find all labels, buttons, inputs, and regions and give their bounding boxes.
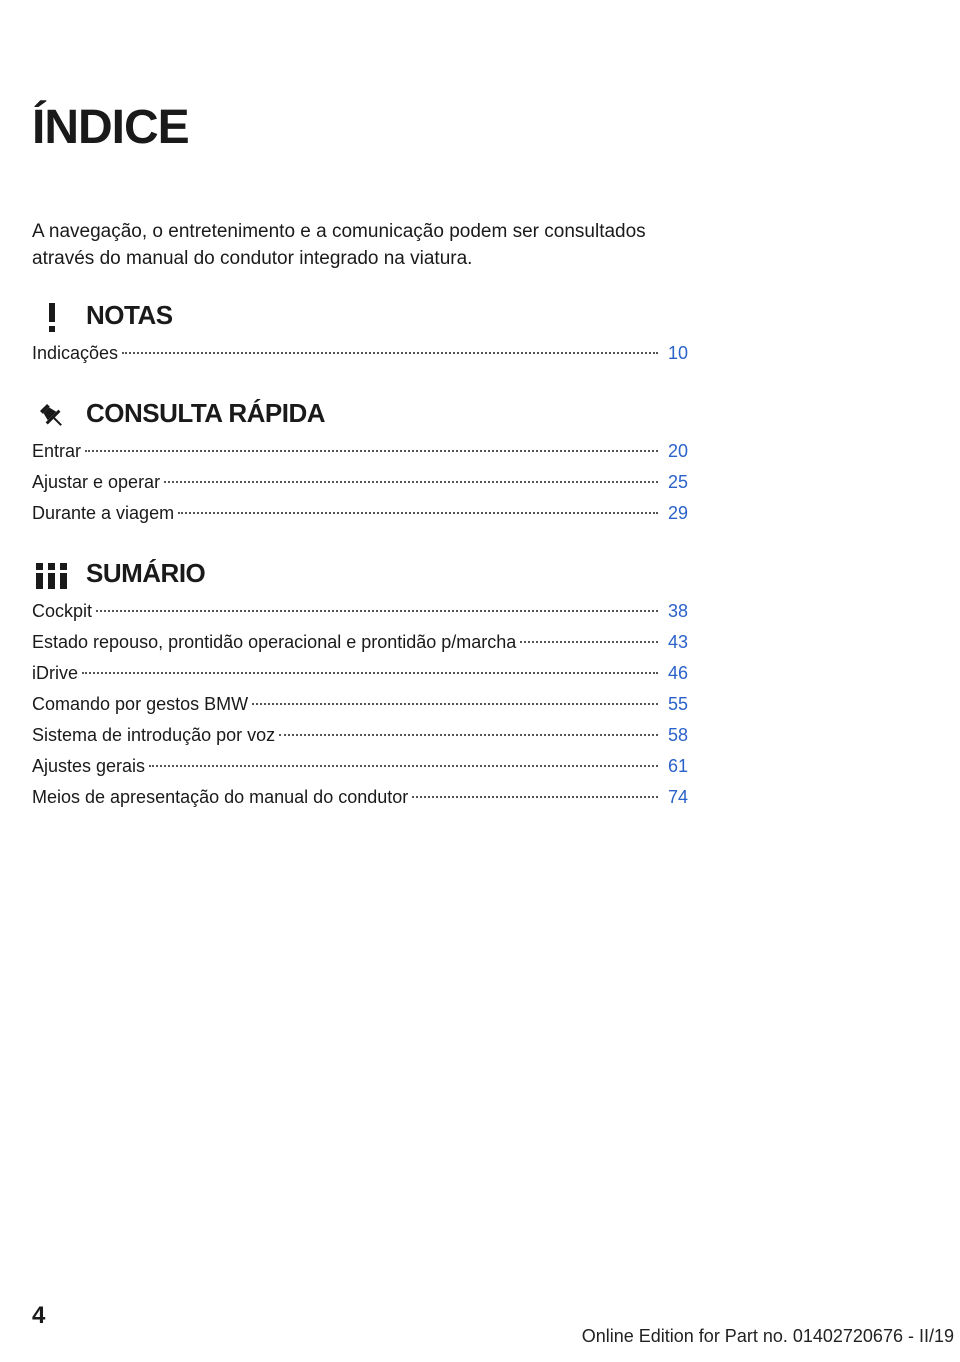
section-sumario — [32, 556, 688, 813]
toc-entry-page-link[interactable]: 58 — [667, 725, 688, 745]
pin-icon — [32, 400, 72, 432]
dot-leader — [164, 481, 658, 483]
section-header — [32, 556, 688, 596]
page-title: ÍNDICE — [32, 101, 189, 154]
toc-entry-page-link[interactable]: 43 — [667, 632, 688, 652]
edition-footer: Online Edition for Part no. 01402720676 - II/19 — [581, 1326, 954, 1346]
dot-leader — [122, 352, 658, 354]
toc-entry-label: Indicações — [32, 343, 119, 363]
dot-leader — [85, 450, 658, 452]
toc-entry[interactable] — [32, 658, 688, 689]
section-title: SUMÁRIO — [86, 558, 206, 588]
toc-entry-page-link[interactable]: 10 — [667, 343, 688, 363]
toc-entry-page-link[interactable]: 25 — [667, 472, 688, 492]
toc-entry[interactable] — [32, 467, 688, 498]
toc-entry-label: Cockpit — [32, 601, 93, 621]
section-title: CONSULTA RÁPIDA — [86, 398, 326, 428]
page-number: 4 — [32, 1302, 46, 1329]
toc-entry[interactable] — [32, 498, 688, 529]
toc-entry-label: Ajustes gerais — [32, 756, 146, 776]
toc-list — [32, 436, 688, 529]
toc-entry-page-link[interactable]: 74 — [667, 787, 688, 807]
toc-entry-page-link[interactable]: 46 — [667, 663, 688, 683]
section-consulta-rapida — [32, 396, 688, 529]
dot-leader — [82, 672, 658, 674]
toc-entry-label: Entrar — [32, 441, 82, 461]
toc-entry[interactable] — [32, 720, 688, 751]
section-title: NOTAS — [86, 300, 173, 330]
toc-entry-label: Sistema de introdução por voz — [32, 725, 276, 745]
dot-leader — [149, 765, 658, 767]
toc-entry[interactable] — [32, 436, 688, 467]
toc-entry-page-link[interactable]: 55 — [667, 694, 688, 714]
exclamation-icon — [32, 302, 72, 334]
toc-entry[interactable] — [32, 627, 688, 658]
toc-entry-page-link[interactable]: 61 — [667, 756, 688, 776]
dot-leader — [412, 796, 658, 798]
toc-entry-label: Comando por gestos BMW — [32, 694, 249, 714]
dot-leader — [96, 610, 658, 612]
section-notas — [32, 298, 688, 369]
toc-entry[interactable] — [32, 782, 688, 813]
dot-leader — [520, 641, 658, 643]
toc-entry-page-link[interactable]: 20 — [667, 441, 688, 461]
toc-entry-label: iDrive — [32, 663, 79, 683]
toc-entry[interactable] — [32, 689, 688, 720]
intro-text: A navegação, o entretenimento e a comunicação podem ser consultados através do manual do condutor integrado na viatura. — [32, 221, 646, 269]
section-header — [32, 298, 688, 338]
toc-entry[interactable] — [32, 751, 688, 782]
section-header — [32, 396, 688, 436]
toc-entry-page-link[interactable]: 38 — [667, 601, 688, 621]
dot-leader — [178, 512, 658, 514]
toc-entry-label: Durante a viagem — [32, 503, 175, 523]
dot-leader — [252, 703, 658, 705]
toc-entry[interactable] — [32, 338, 688, 369]
grid-icon — [32, 560, 72, 592]
toc-entry-label: Estado repouso, prontidão operacional e prontidão p/marcha — [32, 632, 517, 652]
toc-entry-label: Meios de apresentação do manual do condutor — [32, 787, 409, 807]
toc-entry-page-link[interactable]: 29 — [667, 503, 688, 523]
toc-list — [32, 596, 688, 813]
toc-entry-label: Ajustar e operar — [32, 472, 161, 492]
toc-entry[interactable] — [32, 596, 688, 627]
dot-leader — [279, 734, 658, 736]
toc-list — [32, 338, 688, 369]
